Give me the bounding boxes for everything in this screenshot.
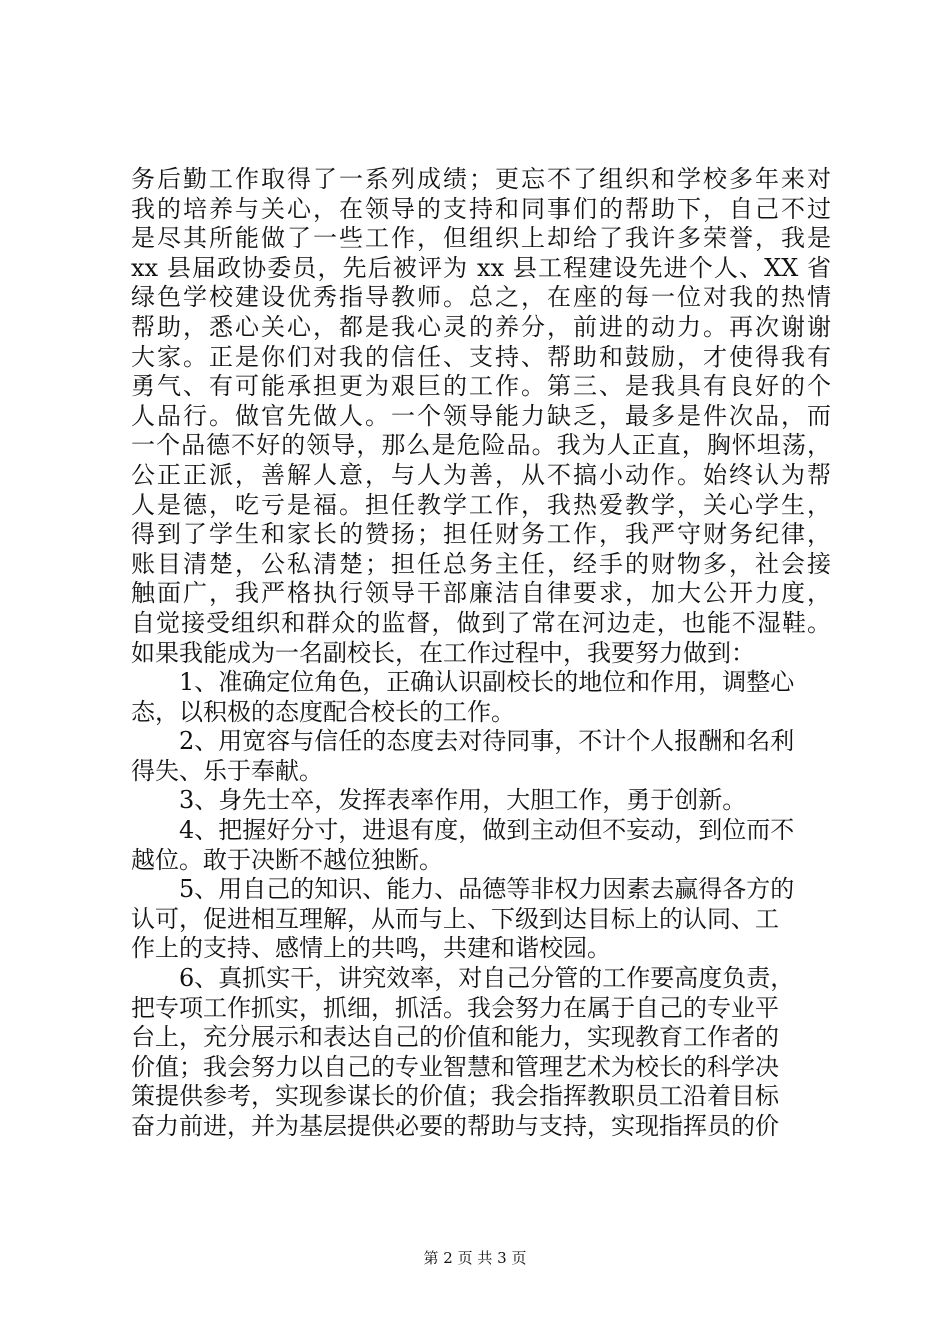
text-line: 是尽其所能做了一些工作，但组织上却给了我许多荣誉，我是 bbox=[131, 224, 831, 253]
text-line: 台上，充分展示和表达自己的价值和能力，实现教育工作者的 bbox=[131, 1023, 779, 1052]
text-line: 大家。正是你们对我的信任、支持、帮助和鼓励，才使得我有 bbox=[131, 342, 831, 371]
text-line: 自觉接受组织和群众的监督，做到了常在河边走，也能不湿鞋。 bbox=[131, 608, 831, 637]
text-line: 认可，促进相互理解，从而与上、下级到达目标上的认同、工 bbox=[131, 904, 779, 933]
text-line: 勇气、有可能承担更为艰巨的工作。第三、是我具有良好的个 bbox=[131, 372, 831, 401]
text-line: 策提供参考，实现参谋长的价值；我会指挥教职员工沿着目标 bbox=[131, 1082, 779, 1111]
text-line: 得失、乐于奉献。 bbox=[131, 756, 323, 785]
text-line: 帮助，悉心关心，都是我心灵的养分，前进的动力。再次谢谢 bbox=[131, 312, 831, 341]
text-line: 得到了学生和家长的赞扬；担任财务工作，我严守财务纪律， bbox=[131, 520, 831, 549]
text-line: xx 县届政协委员，先后被评为 xx 县工程建设先进个人、XX 省 bbox=[131, 253, 831, 282]
text-line: 1、准确定位角色，正确认识副校长的地位和作用，调整心 bbox=[179, 668, 795, 697]
text-line: 2、用宽容与信任的态度去对待同事，不计个人报酬和名利 bbox=[179, 727, 795, 756]
text-line: 奋力前进，并为基层提供必要的帮助与支持，实现指挥员的价 bbox=[131, 1112, 779, 1140]
document-body bbox=[131, 165, 831, 1142]
text-line: 越位。敢于决断不越位独断。 bbox=[131, 845, 443, 874]
text-line: 我的培养与关心，在领导的支持和同事们的帮助下，自己不过 bbox=[131, 194, 831, 223]
text-line: 3、身先士卒，发挥表率作用，大胆工作，勇于创新。 bbox=[179, 786, 747, 815]
text-line: 一个品德不好的领导，那么是危险品。我为人正直，胸怀坦荡， bbox=[131, 431, 831, 460]
text-line: 把专项工作抓实，抓细，抓活。我会努力在属于自己的专业平 bbox=[131, 993, 779, 1022]
text-line: 人品行。做官先做人。一个领导能力缺乏，最多是件次品，而 bbox=[131, 401, 831, 430]
text-line: 6、真抓实干，讲究效率，对自己分管的工作要高度负责， bbox=[179, 964, 795, 993]
page-number-footer: 第 2 页 共 3 页 bbox=[423, 1249, 527, 1267]
text-line: 绿色学校建设优秀指导教师。总之，在座的每一位对我的热情 bbox=[131, 283, 831, 312]
text-line: 务后勤工作取得了一系列成绩；更忘不了组织和学校多年来对 bbox=[131, 165, 831, 193]
text-line: 作上的支持、感情上的共鸣，共建和谐校园。 bbox=[131, 934, 611, 963]
text-line: 触面广，我严格执行领导干部廉洁自律要求，加大公开力度， bbox=[131, 579, 831, 608]
text-line: 5、用自己的知识、能力、品德等非权力因素去赢得各方的 bbox=[179, 875, 795, 904]
text-line: 4、把握好分寸，进退有度，做到主动但不妄动，到位而不 bbox=[179, 816, 795, 845]
text-line: 态，以积极的态度配合校长的工作。 bbox=[131, 697, 515, 726]
text-line: 人是德，吃亏是福。担任教学工作，我热爱教学，关心学生， bbox=[131, 490, 831, 519]
text-line: 账目清楚，公私清楚；担任总务主任，经手的财物多，社会接 bbox=[131, 549, 831, 578]
text-line: 如果我能成为一名副校长，在工作过程中，我要努力做到： bbox=[131, 638, 755, 667]
text-line: 价值；我会努力以自己的专业智慧和管理艺术为校长的科学决 bbox=[131, 1052, 779, 1081]
text-line: 公正正派，善解人意，与人为善，从不搞小动作。始终认为帮 bbox=[131, 460, 831, 489]
